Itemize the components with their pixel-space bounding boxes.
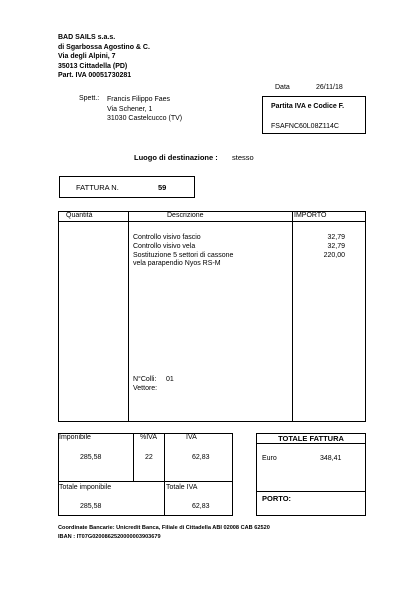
item-desc: vela parapendio Nyos RS-M bbox=[133, 260, 221, 268]
header-amount: IMPORTO bbox=[294, 212, 327, 219]
totale-imponibile-value: 285,58 bbox=[80, 503, 102, 510]
bank-details bbox=[58, 524, 270, 542]
invoice-number: 59 bbox=[158, 183, 167, 192]
item-desc: Controllo visivo vela bbox=[133, 242, 196, 250]
items-desc-list bbox=[133, 234, 233, 269]
iban-line: IBAN : IT07G0200862520000003903679 bbox=[58, 534, 161, 540]
destination-value: stesso bbox=[232, 153, 254, 162]
recipient-street: Via Schener, 1 bbox=[107, 105, 153, 113]
item-desc: Sostituzione 5 settori di cassone bbox=[133, 251, 234, 259]
imponibile-label: Imponibile bbox=[59, 434, 91, 441]
recipient-city: 31030 Castelcucco (TV) bbox=[107, 115, 183, 123]
item-amount: 220,00 bbox=[323, 251, 345, 259]
item-amount: 32,79 bbox=[327, 234, 345, 241]
sender-owner: di Sgarbossa Agostino & C. bbox=[58, 43, 150, 51]
recipient-prefix: Spett.: bbox=[79, 95, 100, 102]
iva-pct-value: 22 bbox=[145, 454, 153, 461]
item-desc: Controllo visivo fascio bbox=[133, 234, 201, 241]
recipient-name: Francis Filippo Faes bbox=[107, 96, 171, 103]
invoice-number-box bbox=[59, 176, 195, 198]
totale-imponibile-label: Totale imponibile bbox=[59, 484, 112, 491]
sender-block bbox=[58, 33, 150, 81]
tax-id-value: FSAFNC60L08Z114C bbox=[271, 123, 339, 130]
invoice-total-porto-divider bbox=[256, 491, 366, 492]
header-desc: Descrizione bbox=[167, 212, 204, 219]
colli-value: 01 bbox=[166, 376, 174, 383]
tax-id-label: Partita IVA e Codice F. bbox=[271, 103, 345, 110]
invoice-total-box bbox=[256, 433, 366, 516]
vat-col-divider-2 bbox=[164, 433, 165, 516]
totale-iva-value: 62,83 bbox=[192, 503, 210, 510]
imponibile-value: 285,58 bbox=[80, 454, 102, 461]
date-value: 26/11/18 bbox=[316, 84, 343, 91]
iva-label: IVA bbox=[186, 434, 197, 441]
iva-value: 62,83 bbox=[192, 454, 210, 461]
totale-fattura-label: TOTALE FATTURA bbox=[278, 434, 344, 443]
items-amount-list bbox=[300, 234, 345, 260]
bank-line: Coordinate Bancarie: Unicredit Banca, Filiale di Cittadella ABI 02008 CAB 62520 bbox=[58, 525, 270, 531]
item-amount: 32,79 bbox=[327, 242, 345, 250]
items-col-divider-2 bbox=[292, 211, 293, 422]
totale-iva-label: Totale IVA bbox=[166, 484, 198, 491]
recipient-block bbox=[107, 95, 182, 124]
tax-id-box bbox=[262, 96, 366, 134]
items-col-divider-1 bbox=[128, 211, 129, 422]
sender-city: 35013 Cittadella (PD) bbox=[58, 62, 128, 70]
currency-label: Euro bbox=[262, 455, 277, 462]
invoice-label: FATTURA N. bbox=[76, 183, 119, 192]
invoice-total-header-divider bbox=[256, 443, 366, 444]
colli-label: N°Colli: bbox=[133, 376, 157, 383]
sender-street: Via degli Alpini, 7 bbox=[58, 53, 116, 61]
destination-label: Luogo di destinazione : bbox=[134, 153, 218, 162]
vat-col-divider-1 bbox=[133, 433, 134, 481]
vat-row-divider bbox=[58, 481, 233, 482]
iva-pct-label: %IVA bbox=[140, 434, 157, 441]
sender-name: BAD SAILS s.a.s. bbox=[58, 34, 116, 41]
vettore-label: Vettore: bbox=[133, 385, 158, 392]
porto-label: PORTO: bbox=[262, 494, 292, 503]
sender-vat: Part. IVA 00051730281 bbox=[58, 72, 132, 80]
items-header-divider bbox=[58, 221, 366, 222]
totale-fattura-value: 348,41 bbox=[320, 455, 342, 462]
date-label: Data bbox=[275, 84, 290, 91]
header-qty: Quantità bbox=[66, 212, 93, 219]
